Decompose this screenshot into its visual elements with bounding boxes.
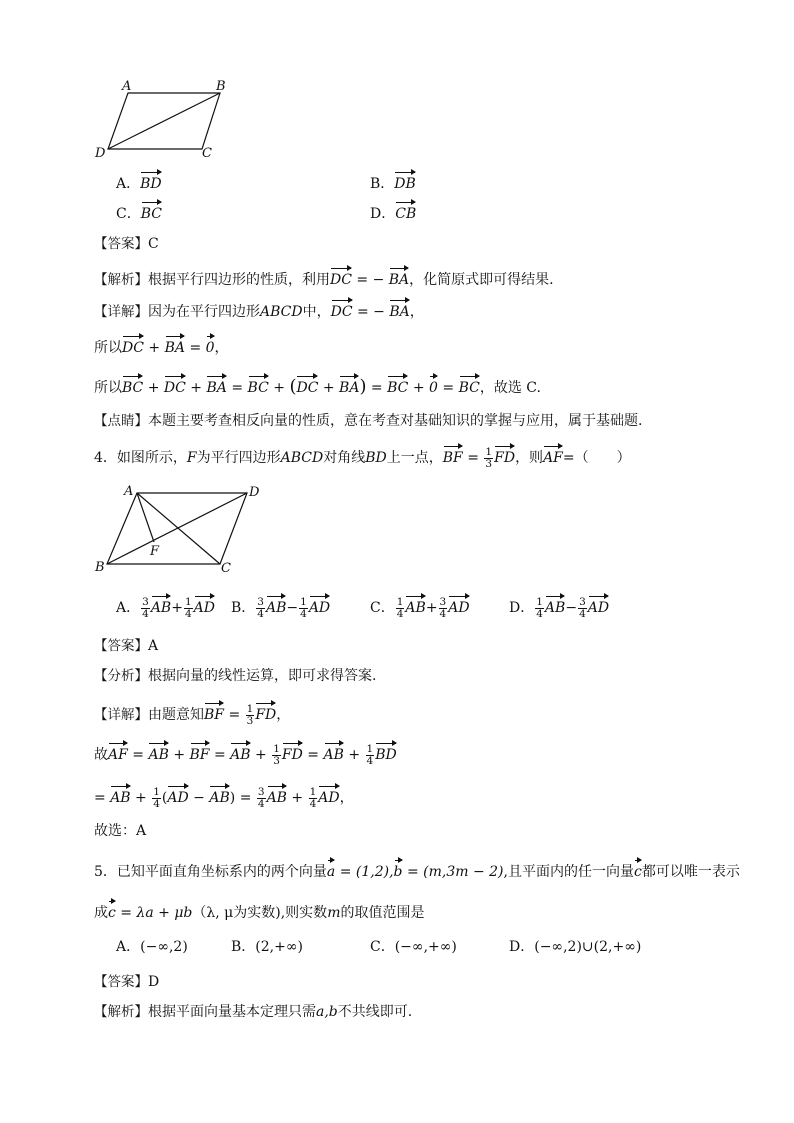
vec-b-value: = (m,3m − 2) xyxy=(402,864,504,880)
fraction-1-3 xyxy=(272,744,281,767)
frac-num: 1 xyxy=(366,742,374,755)
q3-option-b xyxy=(370,170,416,194)
frac-num: 1 xyxy=(273,742,280,755)
detail-end: ， xyxy=(409,304,424,320)
frac-num: 3 xyxy=(439,595,447,608)
sign: − xyxy=(286,600,299,616)
fraction-1-4 xyxy=(152,787,161,810)
vec-bc: BC xyxy=(122,374,143,398)
fig1-label-c: C xyxy=(202,146,212,160)
answer-tag: 【答案】 xyxy=(94,638,148,654)
frac-num: 1 xyxy=(300,595,307,608)
frac-den: 3 xyxy=(246,714,254,727)
vec-dc: DC xyxy=(296,374,318,398)
stem-text: ，则 xyxy=(515,450,544,466)
frac-den: 3 xyxy=(485,457,493,470)
vec-ab: AB xyxy=(545,594,565,618)
stem-text: ,且平面内的任一向量 xyxy=(503,864,634,880)
frac-den: 4 xyxy=(439,607,447,620)
vec-c: c xyxy=(108,899,116,923)
option-letter: D． xyxy=(509,939,535,955)
variable-m: m xyxy=(327,905,341,921)
q5-stem-line-2 xyxy=(94,899,424,923)
frac-den: 4 xyxy=(396,607,404,620)
vectors-ab: a,b xyxy=(316,1004,338,1020)
option-letter: C． xyxy=(370,939,395,955)
frac-num: 1 xyxy=(536,595,543,608)
fraction-1-4 xyxy=(309,787,318,810)
vec-bd: BD xyxy=(375,741,397,765)
vec-dc: DC xyxy=(331,298,353,322)
answer-tag: 【答案】 xyxy=(94,974,148,990)
fig2-label-b: B xyxy=(95,560,105,575)
option-letter: A． xyxy=(116,939,141,955)
frac-den: 4 xyxy=(257,797,265,810)
vec-ba: BA xyxy=(206,374,226,398)
vec-ab: AB xyxy=(148,741,168,765)
vec-ba: BA xyxy=(339,374,359,398)
option-letter: B． xyxy=(231,600,256,616)
stem-text: 对角线 xyxy=(323,450,366,466)
stem-text: 上一点， xyxy=(386,450,443,466)
option-letter: A． xyxy=(116,176,141,192)
frac-num: 3 xyxy=(142,595,149,608)
vec-bf: BF xyxy=(204,701,224,725)
q5-option-a xyxy=(116,937,188,957)
answer-value: D xyxy=(148,974,160,990)
abcd: ABCD xyxy=(280,450,324,466)
step-text: 故 xyxy=(94,747,108,763)
vec-af: AF xyxy=(108,741,128,765)
frac-den: 4 xyxy=(153,797,160,810)
vec-dc: DC xyxy=(164,374,186,398)
option-letter: B． xyxy=(370,176,395,192)
q4-option-d xyxy=(509,594,609,620)
eq: = xyxy=(467,450,479,466)
paren: ) xyxy=(359,376,367,397)
q3-answer xyxy=(94,234,159,254)
sign: + xyxy=(425,600,438,616)
vec-ab: AB xyxy=(267,784,287,808)
fraction-1-3 xyxy=(246,704,255,727)
q4-detail: 【详解】由题意知BF = $\frac{1}{3}$ FD， xyxy=(94,702,291,727)
zero-vector: 0 xyxy=(429,374,438,398)
vec-dc: DC xyxy=(330,266,352,290)
stem-end: =（ ） xyxy=(562,450,631,466)
fraction-1-4 xyxy=(299,597,308,620)
vec-ad: AD xyxy=(588,594,609,618)
vec-ad: AD xyxy=(167,784,188,808)
fraction-1-4 xyxy=(184,597,193,620)
frac-den: 3 xyxy=(273,754,280,767)
frac-num: 3 xyxy=(579,595,586,608)
vec-a-value: = (1,2), xyxy=(335,864,394,880)
frac-den: 4 xyxy=(366,754,374,767)
vec-bc: BC xyxy=(387,374,408,398)
option-text: (2,+∞) xyxy=(255,939,303,955)
option-vector: CB xyxy=(395,200,416,224)
q4-stem xyxy=(94,444,631,470)
vec-bf: BF xyxy=(443,444,463,468)
q3-comment xyxy=(94,411,642,431)
option-letter: D． xyxy=(370,206,396,222)
frac-num: 1 xyxy=(309,785,317,798)
jiexi-tag: 【解析】 xyxy=(94,272,148,288)
stem-text: 为平行四边形 xyxy=(196,450,281,466)
q4-analysis xyxy=(94,666,376,686)
detail-text: 由题意知 xyxy=(148,707,204,723)
fig2-label-a: A xyxy=(124,484,134,499)
detail-end: ， xyxy=(276,707,291,723)
option-vector: DB xyxy=(394,170,416,194)
analysis-text: 根据向量的线性运算，即可求得答案. xyxy=(148,668,377,684)
vec-ab: AB xyxy=(151,594,171,618)
vec-ad: AD xyxy=(194,594,215,618)
stem-text: 5．已知平面直角坐标系内的两个向量 xyxy=(94,864,327,880)
q5-option-d xyxy=(509,937,641,957)
frac-num: 1 xyxy=(485,445,493,458)
step-text: 所以 xyxy=(94,380,122,396)
stem-text: 成 xyxy=(94,905,108,921)
vec-ab: AB xyxy=(230,741,250,765)
frac-num: 1 xyxy=(396,595,404,608)
option-letter: C． xyxy=(116,206,141,222)
detail-text: 因为在平行四边形 xyxy=(148,304,260,320)
option-letter: B． xyxy=(231,939,256,955)
frac-num: 1 xyxy=(246,702,254,715)
parallelogram-figure-1 xyxy=(90,76,240,160)
fraction-1-4 xyxy=(396,597,405,620)
step-end: ，故选 C. xyxy=(479,380,541,396)
vec-bc: BC xyxy=(248,374,269,398)
eq: = xyxy=(189,340,202,356)
sign: − xyxy=(565,600,578,616)
vec-ab: AB xyxy=(324,741,344,765)
fraction-1-3 xyxy=(484,447,493,470)
q4-step-2: 故AF = AB + BF = AB + $\frac{1}{3}$ FD = AB + $\frac{1}{4}$ BD xyxy=(94,742,397,767)
q5-option-c xyxy=(370,937,457,957)
frac-den: 4 xyxy=(257,607,264,620)
option-letter: C． xyxy=(370,600,395,616)
option-vector: BC xyxy=(141,200,162,224)
zero-vector: 0 xyxy=(206,334,215,358)
answer-value: A xyxy=(148,638,159,654)
fig1-label-b: B xyxy=(216,79,226,94)
q4-answer xyxy=(94,636,158,656)
vec-ab: AB xyxy=(405,594,425,618)
vec-ba: BA xyxy=(389,266,409,290)
vec-ba: BA xyxy=(165,334,185,358)
paren: ( xyxy=(289,376,297,397)
q4-option-a xyxy=(116,594,215,620)
q5-stem xyxy=(94,858,740,882)
fraction-3-4 xyxy=(439,597,448,620)
jiexi-text: 根据平面向量基本定理只需 xyxy=(148,1004,316,1020)
option-text: (−∞,2)∪(2,+∞) xyxy=(534,939,642,955)
option-letter: D． xyxy=(509,600,535,616)
vec-ba: BA xyxy=(389,298,409,322)
q4-choose: 故选：A xyxy=(94,823,147,839)
step-end: ， xyxy=(339,790,354,806)
frac-num: 1 xyxy=(153,785,160,798)
comment-text: 本题主要考查相反向量的性质，意在考查对基础知识的掌握与应用，属于基础题. xyxy=(148,413,643,429)
vec-fd: FD xyxy=(255,701,276,725)
vec-ab: AB xyxy=(110,784,130,808)
fraction-3-4 xyxy=(141,597,150,620)
option-letter: A． xyxy=(116,600,141,616)
frac-num: 3 xyxy=(257,595,264,608)
q4-option-b xyxy=(231,594,330,620)
answer-tag: 【答案】 xyxy=(94,236,148,252)
vec-bc: BC xyxy=(459,374,480,398)
vec-af: AF xyxy=(543,444,563,468)
option-text: (−∞,+∞) xyxy=(394,939,457,955)
answer-value: C xyxy=(148,236,159,252)
jiexi-tag: 【解析】 xyxy=(94,1004,148,1020)
option-text: (−∞,2) xyxy=(140,939,188,955)
q5-jiexi xyxy=(94,1002,412,1022)
vec-bf: BF xyxy=(190,741,210,765)
vec-ab: AB xyxy=(209,784,229,808)
eq: = − xyxy=(357,304,385,320)
fraction-3-4 xyxy=(256,597,265,620)
vec-dc: DC xyxy=(122,334,144,358)
fraction-3-4 xyxy=(257,787,266,810)
q3-option-d xyxy=(370,200,416,224)
jiexi-text-end: ，化简原式即可得结果. xyxy=(409,272,554,288)
fig2-label-f: F xyxy=(150,544,160,559)
point-f: F xyxy=(186,450,197,466)
eq: = − xyxy=(356,272,385,288)
stem-text: 都可以唯一表示 xyxy=(641,864,740,880)
parallelogram-figure-2 xyxy=(92,482,270,578)
vec-fd: FD xyxy=(494,444,515,468)
q3-option-a xyxy=(116,170,162,194)
detail-tag: 【详解】 xyxy=(94,707,148,723)
stem-text: 的取值范围是 xyxy=(340,905,425,921)
option-vector: BD xyxy=(140,170,162,194)
q3-option-c xyxy=(116,200,162,224)
detail-tag: 【详解】 xyxy=(94,304,148,320)
fraction-1-4 xyxy=(535,597,544,620)
expression: = λa + μb xyxy=(115,905,193,921)
jiexi-text: 根据平行四边形的性质，利用 xyxy=(148,272,330,288)
frac-den: 4 xyxy=(309,797,317,810)
plus: + xyxy=(148,340,161,356)
vec-ad: AD xyxy=(309,594,330,618)
stem-text: （λ, μ为实数),则实数 xyxy=(192,905,328,921)
analysis-tag: 【分析】 xyxy=(94,668,148,684)
sign: + xyxy=(171,600,183,616)
frac-num: 3 xyxy=(257,785,265,798)
vec-fd: FD xyxy=(282,741,303,765)
frac-den: 4 xyxy=(579,607,586,620)
step-end: ， xyxy=(214,340,229,356)
q3-step-2 xyxy=(94,334,229,358)
detail-text-mid: 中， xyxy=(302,304,331,320)
vec-a: a xyxy=(327,858,335,882)
frac-den: 4 xyxy=(536,607,543,620)
vec-ad: AD xyxy=(448,594,469,618)
frac-den: 4 xyxy=(300,607,307,620)
fraction-1-4 xyxy=(366,744,375,767)
frac-num: 1 xyxy=(184,595,192,608)
q3-jiexi xyxy=(94,266,554,290)
fig1-label-d: D xyxy=(95,146,106,160)
q3-step-3: 所以BC + DC + BA = BC + (DC + BA) = BC + 0 = BC，故选 C. xyxy=(94,376,541,397)
q3-detail xyxy=(94,298,424,322)
step-text: 所以 xyxy=(94,340,122,356)
fig2-label-d: D xyxy=(249,485,260,500)
fig1-label-a: A xyxy=(122,79,132,94)
stem-text: 4．如图所示， xyxy=(94,450,187,466)
vec-ad: AD xyxy=(318,784,339,808)
q5-answer xyxy=(94,972,159,992)
fig2-label-c: C xyxy=(221,561,231,576)
q4-option-c xyxy=(370,594,470,620)
bd: BD xyxy=(365,450,387,466)
vec-ab: AB xyxy=(266,594,286,618)
jiexi-text-end: 不共线即可. xyxy=(337,1004,413,1020)
frac-den: 4 xyxy=(184,607,192,620)
vec-b: b xyxy=(394,858,403,882)
fraction-3-4 xyxy=(578,597,587,620)
frac-den: 4 xyxy=(142,607,149,620)
q5-option-b xyxy=(231,937,303,957)
vec-c: c xyxy=(634,858,642,882)
q4-step-3: = AB + $\frac{1}{4}$ (AD − AB) = $\frac{3}{4}$ AB + $\frac{1}{4}$ AD， xyxy=(94,785,354,810)
abcd: ABCD xyxy=(260,304,303,320)
comment-tag: 【点睛】 xyxy=(94,413,148,429)
